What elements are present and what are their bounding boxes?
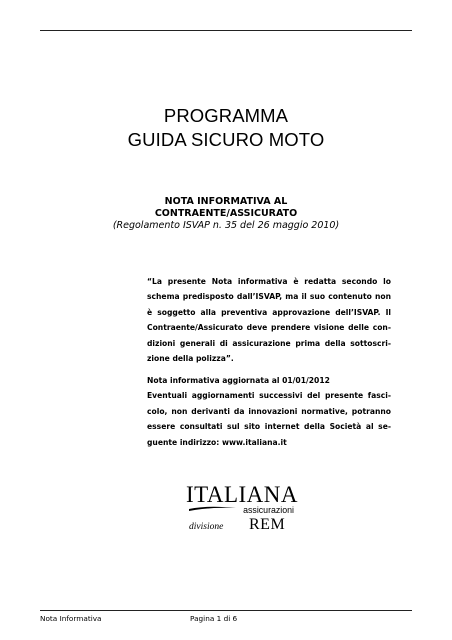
- intro-line: dizioni generali di assicurazione prima della sottoscri-: [147, 338, 391, 348]
- header-rule: [40, 30, 412, 31]
- intro-paragraph: [147, 274, 391, 366]
- regulation-reference: (Regolamento ISVAP n. 35 del 26 maggio 2010): [112, 220, 340, 231]
- update-date-line: Nota informativa aggiornata al 01/01/2012: [147, 376, 330, 385]
- update-paragraph: [147, 373, 391, 450]
- intro-line: “La presente Nota informativa è redatta secondo lo: [147, 277, 391, 286]
- footer-document-name: Nota Informativa: [40, 614, 102, 623]
- logo-swoosh-icon: [188, 504, 238, 512]
- document-title-line-2: GUIDA SICURO MOTO: [127, 129, 325, 150]
- logo-wordmark: ITALIANA: [186, 482, 299, 507]
- update-line: colo, non derivanti da innovazioni normative, potranno: [147, 406, 391, 416]
- update-line: Eventuali aggiornamenti successivi del presente fasci-: [147, 391, 391, 401]
- update-line: guente indirizzo: www.italiana.it: [147, 437, 287, 447]
- update-line: essere consultati sul sito internet della Società al se-: [147, 422, 391, 432]
- intro-line: schema predisposto dall’ISVAP, ma il suo contenuto non: [147, 292, 391, 302]
- intro-line: Contraente/Assicurato deve prendere visione delle con-: [147, 323, 391, 333]
- intro-line: zione della polizza”.: [147, 354, 234, 364]
- footer-rule: [40, 610, 412, 611]
- logo-rem-mark: REM: [249, 516, 286, 533]
- logo-subtitle: assicurazioni: [243, 505, 294, 515]
- logo-division-label: divisione: [189, 522, 224, 532]
- nota-heading-line-2: CONTRAENTE/ASSICURATO: [154, 208, 298, 219]
- italiana-assicurazioni-logo: [186, 482, 299, 539]
- footer-page-number: Pagina 1 di 6: [190, 614, 238, 623]
- intro-line: è soggetto alla preventiva approvazione dell’ISVAP. Il: [147, 307, 391, 317]
- document-title-line-1: PROGRAMMA: [163, 105, 289, 126]
- nota-heading-line-1: NOTA INFORMATIVA AL: [164, 196, 288, 207]
